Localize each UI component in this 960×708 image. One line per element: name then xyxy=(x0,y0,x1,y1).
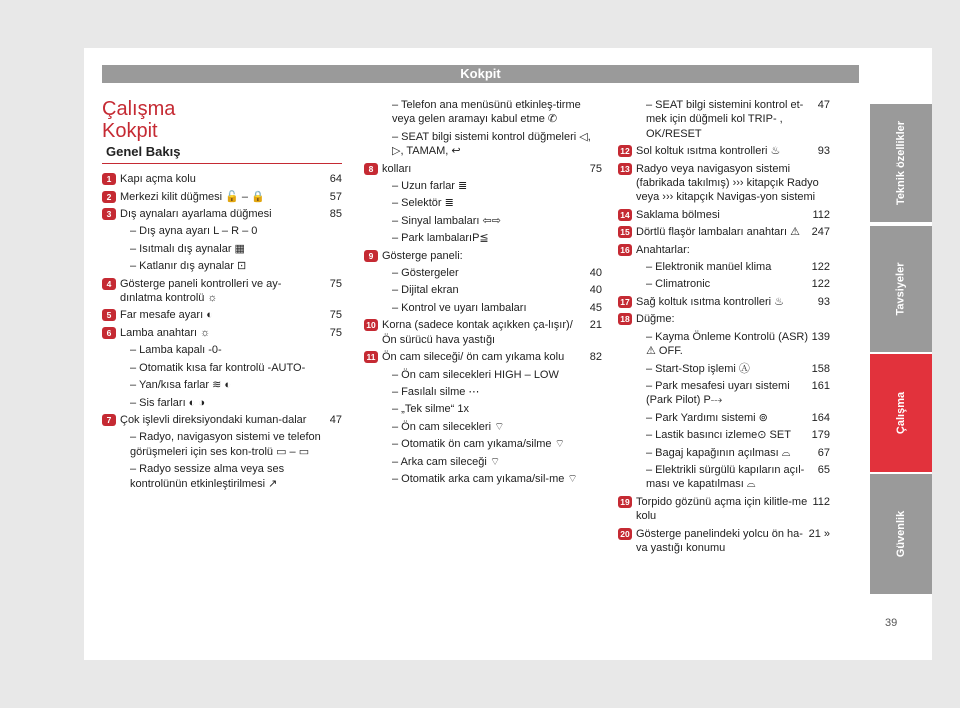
item-page-ref[interactable]: 75 xyxy=(329,277,342,290)
item-text: – Kontrol ve uyarı lambaları xyxy=(392,301,527,314)
item-page-ref[interactable]: 161 xyxy=(811,379,830,392)
item-number-badge: 5 xyxy=(102,309,116,321)
item-text: – Isıtmalı dış aynalar ▦ xyxy=(130,242,245,255)
list-item xyxy=(382,402,602,416)
tab-teknik[interactable]: Teknik özellikler xyxy=(870,104,932,222)
item-number-badge: 11 xyxy=(364,351,378,363)
header-bar: Kokpit xyxy=(102,65,859,83)
list-item xyxy=(120,462,342,491)
column-1 xyxy=(102,98,342,494)
page-number: 39 xyxy=(885,617,898,629)
item-text: Anahtarlar: xyxy=(636,243,690,256)
list-item xyxy=(120,224,342,238)
item-number-badge: 9 xyxy=(364,250,378,262)
list-item xyxy=(620,162,830,205)
item-text: Sağ koltuk ısıtma kontrolleri ♨ xyxy=(636,295,785,308)
column-2 xyxy=(366,98,602,489)
item-text: – Selektör ≣ xyxy=(392,197,454,210)
item-page-ref[interactable]: 67 xyxy=(817,446,830,459)
item-page-ref[interactable]: 21 xyxy=(589,319,602,332)
item-text: kolları xyxy=(382,162,412,175)
item-text: – Elektrikli sürgülü kapıların açıl-ması ve kapatılması ⌓ xyxy=(646,463,805,491)
list-item xyxy=(620,495,830,524)
list-item xyxy=(382,455,602,469)
list-item xyxy=(106,172,342,186)
item-text: – Park mesafesi uyarı sistemi (Park Pilot) P⤏ xyxy=(646,379,790,407)
item-text: – Telefon ana menüsünü etkinleş-tirme veya gelen aramayı kabul etme ✆ xyxy=(392,99,581,126)
list-item xyxy=(382,130,602,159)
item-text: – Elektronik manüel klima xyxy=(646,261,772,274)
item-text: – Dış ayna ayarı L – R – 0 xyxy=(130,225,258,238)
item-text: Merkezi kilit düğmesi 🔓 – 🔒 xyxy=(120,190,265,203)
list-item xyxy=(382,98,602,127)
item-number-badge: 17 xyxy=(618,296,632,308)
list-item xyxy=(382,420,602,434)
list-item xyxy=(366,350,602,364)
item-number-badge: 15 xyxy=(618,226,632,238)
item-text: – Climatronic xyxy=(646,278,711,291)
list-item xyxy=(636,362,830,376)
item-text: – Kayma Önleme Kontrolü (ASR) ⚠ OFF. xyxy=(646,330,809,358)
list-item xyxy=(636,98,830,141)
item-page-ref[interactable]: 122 xyxy=(811,261,830,274)
item-number-badge: 3 xyxy=(102,208,116,220)
item-text: – Otomatik arka cam yıkama/sil-me ⌔ xyxy=(392,472,578,485)
item-text: – Radyo sessize alma veya ses kontrolünün etkinleştirilmesi ↗ xyxy=(130,463,285,490)
list-item xyxy=(382,283,602,297)
list-item xyxy=(382,368,602,382)
item-page-ref[interactable]: 47 xyxy=(329,413,342,426)
item-number-badge: 13 xyxy=(618,163,632,175)
item-page-ref[interactable]: 158 xyxy=(811,362,830,375)
item-text: Düğme: xyxy=(636,313,675,326)
list-item xyxy=(106,207,342,221)
item-page-ref[interactable]: 47 xyxy=(817,99,830,111)
item-text: – Sis farları ◐ ◑ xyxy=(130,396,206,409)
item-text: Lamba anahtarı ☼ xyxy=(120,326,211,339)
list-item xyxy=(382,385,602,399)
item-page-ref[interactable]: 122 xyxy=(811,278,830,291)
list-item xyxy=(120,343,342,357)
item-text: – Yan/kısa farlar ≋ ◐ xyxy=(130,379,232,392)
item-number-badge: 12 xyxy=(618,145,632,157)
item-number-badge: 1 xyxy=(102,173,116,185)
item-number-badge: 2 xyxy=(102,191,116,203)
item-page-ref[interactable]: 65 xyxy=(817,463,830,476)
item-text: – SEAT bilgi sistemini kontrol et-mek için düğmeli kol TRIP- , OK/RESET xyxy=(646,99,804,140)
item-page-ref[interactable]: 64 xyxy=(329,173,342,186)
list-item xyxy=(636,411,830,425)
tab-guvenlik[interactable]: Güvenlik xyxy=(870,474,932,594)
item-text: – Fasılalı silme ⋯ xyxy=(392,385,480,398)
item-number-badge: 18 xyxy=(618,313,632,325)
item-page-ref[interactable]: 75 xyxy=(329,326,342,339)
item-text: Sol koltuk ısıtma kontrolleri ♨ xyxy=(636,145,781,158)
item-list xyxy=(102,172,342,491)
item-page-ref[interactable]: 40 xyxy=(589,267,602,280)
item-page-ref[interactable]: 93 xyxy=(817,145,830,158)
list-item xyxy=(620,243,830,257)
item-page-ref[interactable]: 112 xyxy=(812,495,830,508)
item-page-ref[interactable]: 57 xyxy=(329,190,342,203)
item-text: – Lamba kapalı -0- xyxy=(130,344,222,357)
item-text: Gösterge paneli kontrolleri ve ay-dınlatma kontrolü ☼ xyxy=(120,277,282,305)
page-title: Kokpit xyxy=(102,120,158,143)
list-item xyxy=(120,378,342,392)
list-item xyxy=(620,208,830,222)
list-item xyxy=(636,446,830,460)
list-item xyxy=(620,527,830,556)
item-page-ref[interactable]: 139 xyxy=(811,330,830,343)
list-item xyxy=(636,260,830,274)
item-text: – Arka cam sileceği ⌔ xyxy=(392,455,501,468)
item-page-ref[interactable]: 75 xyxy=(589,162,602,175)
list-item xyxy=(106,190,342,204)
item-page-ref[interactable]: 93 xyxy=(817,295,830,308)
item-number-badge: 6 xyxy=(102,327,116,339)
item-text: – Uzun farlar ≣ xyxy=(392,180,468,193)
item-text: – Sinyal lambaları ⇦⇨ xyxy=(392,214,501,227)
column-3 xyxy=(620,98,830,558)
item-text: Gösterge paneli: xyxy=(382,249,463,262)
item-text: – Radyo, navigasyon sistemi ve telefon görüşmeleri için ses kon-trolü ▭ – ▭ xyxy=(130,431,321,458)
item-text: – Park Yardımı sistemi ⊚ xyxy=(646,411,768,424)
item-page-ref[interactable]: 82 xyxy=(589,351,602,364)
item-text: Far mesafe ayarı ◐ xyxy=(120,309,213,322)
list-item xyxy=(620,312,830,326)
item-text: Radyo veya navigasyon sistemi (fabrikada takılmış) ››› kitapçık Radyo veya ››› kitapçık Navigas-yon sistemi xyxy=(636,162,819,204)
item-text: Saklama bölmesi xyxy=(636,208,720,221)
list-item xyxy=(106,326,342,340)
list-item xyxy=(382,301,602,315)
item-number-badge: 8 xyxy=(364,163,378,175)
list-item xyxy=(636,330,830,359)
item-text: – Ön cam silecekleri HIGH – LOW xyxy=(392,368,559,381)
item-text: – Lastik basıncı izleme⊙ SET xyxy=(646,429,791,442)
list-item xyxy=(620,225,830,239)
subsection-heading: Genel Bakış xyxy=(106,143,181,159)
list-item xyxy=(382,472,602,486)
item-text: Dörtlü flaşör lambaları anahtarı ⚠ xyxy=(636,226,800,239)
item-text: – Start-Stop işlemi Ⓐ xyxy=(646,362,750,375)
item-list xyxy=(620,98,830,555)
item-page-ref[interactable]: 40 xyxy=(589,284,602,297)
tab-tavsiyeler[interactable]: Tavsiyeler xyxy=(870,226,932,352)
item-text: – „Tek silme“ 1x xyxy=(392,403,470,416)
item-page-ref[interactable]: 112 xyxy=(812,208,830,221)
list-item xyxy=(106,277,342,306)
list-item xyxy=(382,196,602,210)
list-item xyxy=(120,396,342,410)
item-page-ref[interactable]: 75 xyxy=(329,309,342,322)
item-text: – Bagaj kapağının açılması ⌓ xyxy=(646,446,791,459)
item-text: Dış aynaları ayarlama düğmesi xyxy=(120,208,272,221)
item-page-ref[interactable]: 85 xyxy=(329,208,342,221)
item-list xyxy=(366,98,602,486)
item-page-ref[interactable]: 164 xyxy=(811,411,830,424)
item-text: Çok işlevli direksiyondaki kuman-dalar xyxy=(120,413,307,426)
tab-calisma[interactable]: Çalışma xyxy=(870,354,932,472)
item-text: – Otomatik ön cam yıkama/silme ⌔ xyxy=(392,438,565,451)
list-item xyxy=(620,295,830,309)
item-text: – SEAT bilgi sistemi kontrol düğmeleri ◁, ▷, TAMAM, ↩ xyxy=(392,130,591,158)
item-text: Gösterge panelindeki yolcu ön ha-va yastığı konumu xyxy=(636,527,803,554)
item-text: Kapı açma kolu xyxy=(120,173,196,186)
item-text: – Ön cam silecekleri ⌔ xyxy=(392,420,505,433)
list-item xyxy=(382,266,602,280)
item-number-badge: 16 xyxy=(618,244,632,256)
list-item xyxy=(120,361,342,375)
list-item xyxy=(368,162,602,176)
heading-rule xyxy=(102,163,342,164)
list-item xyxy=(120,259,342,273)
list-item xyxy=(382,179,602,193)
item-text: – Park lambalarıP≦ xyxy=(392,232,489,245)
item-number-badge: 19 xyxy=(618,496,632,508)
list-item xyxy=(620,144,830,158)
list-item xyxy=(106,308,342,322)
item-text: – Otomatik kısa far kontrolü -AUTO- xyxy=(130,361,306,374)
list-item xyxy=(382,231,602,245)
item-page-ref[interactable]: 21 » xyxy=(808,527,830,540)
item-page-ref[interactable]: 45 xyxy=(589,301,602,314)
item-text: Ön cam sileceği/ ön cam yıkama kolu xyxy=(382,351,565,364)
item-page-ref[interactable]: 247 xyxy=(811,226,830,239)
list-item xyxy=(636,463,830,492)
list-item xyxy=(636,428,830,442)
list-item xyxy=(106,413,342,427)
item-number-badge: 7 xyxy=(102,414,116,426)
item-text: – Göstergeler xyxy=(392,267,459,280)
list-item xyxy=(120,430,342,459)
list-item xyxy=(120,242,342,256)
item-number-badge: 14 xyxy=(618,209,632,221)
list-item xyxy=(366,318,602,347)
item-number-badge: 10 xyxy=(364,319,378,331)
item-number-badge: 4 xyxy=(102,278,116,290)
section-heading: Çalışma xyxy=(102,98,176,120)
list-item xyxy=(636,277,830,291)
item-text: Torpido gözünü açma için kilitle-me kolu xyxy=(636,495,808,523)
item-text: Korna (sadece kontak açıkken ça-lışır)/Ön sürücü hava yastığı xyxy=(382,319,573,346)
list-item xyxy=(368,249,602,263)
list-item xyxy=(382,214,602,228)
item-number-badge: 20 xyxy=(618,528,632,540)
list-item xyxy=(382,437,602,451)
item-page-ref[interactable]: 179 xyxy=(811,429,830,442)
list-item xyxy=(636,379,830,408)
item-text: – Katlanır dış aynalar ⊡ xyxy=(130,260,247,273)
item-text: – Dijital ekran xyxy=(392,284,459,297)
